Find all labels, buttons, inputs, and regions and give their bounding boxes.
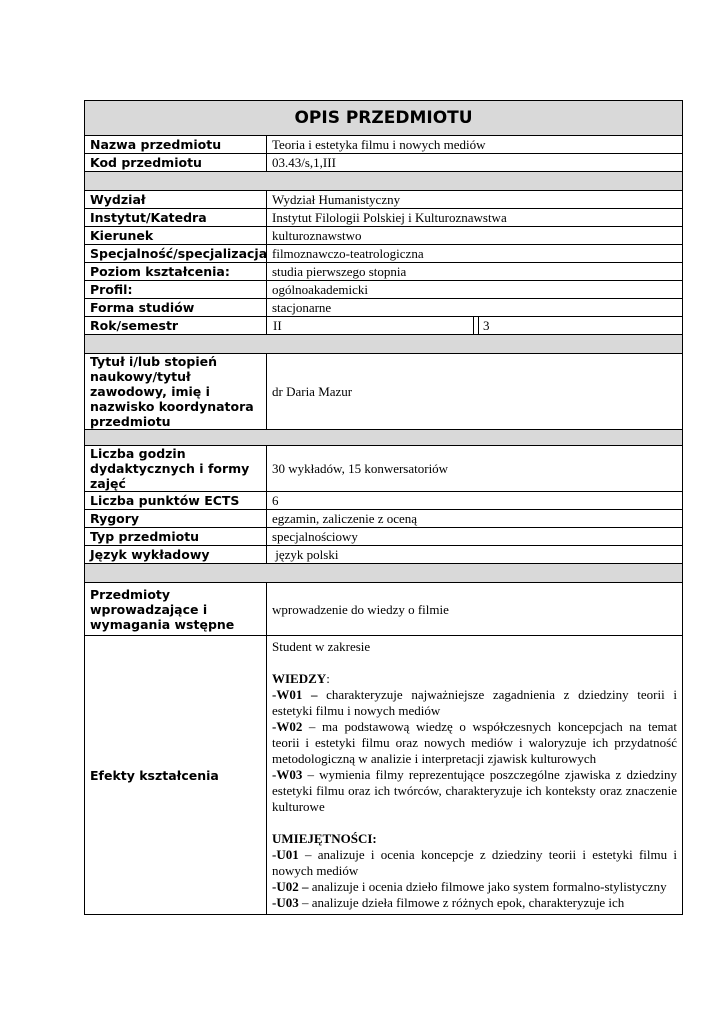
row-label-course-type: Typ przedmiotu: [85, 528, 267, 546]
knowledge-item: -W01 – charakteryzuje najważniejsze zagadnienia z dziedziny teorii i estetyki filmu i nowych mediów: [272, 687, 677, 718]
field-value: kulturoznawstwo: [267, 227, 683, 245]
semester-value: 3: [483, 318, 490, 333]
skills-item: -U01 – analizuje i ocenia koncepcje z dziedziny teorii i estetyki filmu i nowych mediów: [272, 847, 677, 878]
course-name-value: Teoria i estetyka filmu i nowych mediów: [267, 136, 683, 154]
row-label-year-semester: Rok/semestr: [85, 317, 267, 335]
row-label-course-name: Nazwa przedmiotu: [85, 136, 267, 154]
knowledge-heading: WIEDZY:: [272, 671, 330, 686]
knowledge-item: -W02 – ma podstawową wiedzę o współczesnych koncepcjach na temat teorii i estetyki filmu oraz nowych mediów i waloryzuje ich przydatność metodologiczną w analizie i interpretacji zjawisk kulturowych: [272, 719, 677, 766]
separator-row: [85, 564, 683, 583]
course-code-value: 03.43/s,1,III: [267, 154, 683, 172]
coordinator-value: dr Daria Mazur: [267, 354, 683, 430]
specialization-value: filmoznawczo-teatrologiczna: [267, 245, 683, 263]
row-label-profile: Profil:: [85, 281, 267, 299]
row-label-faculty: Wydział: [85, 191, 267, 209]
year-semester-cell: [267, 317, 683, 335]
course-description-document: [84, 100, 682, 915]
cell-divider: [473, 317, 479, 335]
row-label-learning-outcomes: Efekty kształcenia: [85, 636, 267, 915]
row-label-field: Kierunek: [85, 227, 267, 245]
outcomes-intro: Student w zakresie: [272, 639, 371, 654]
course-description-table: [84, 100, 683, 915]
separator-row: [85, 430, 683, 446]
separator-row: [85, 172, 683, 191]
row-label-institute: Instytut/Katedra: [85, 209, 267, 227]
row-label-ects: Liczba punktów ECTS: [85, 492, 267, 510]
skills-heading: UMIEJĘTNOŚCI:: [272, 831, 377, 846]
level-value: studia pierwszego stopnia: [267, 263, 683, 281]
row-label-hours: Liczba godzin dydaktycznych i formy zajęć: [85, 446, 267, 492]
faculty-value: Wydział Humanistyczny: [267, 191, 683, 209]
row-label-prerequisites: Przedmioty wprowadzające i wymagania wstępne: [85, 583, 267, 636]
prerequisites-value: wprowadzenie do wiedzy o filmie: [267, 583, 683, 636]
separator-row: [85, 335, 683, 354]
year-value: II: [273, 318, 282, 333]
language-value: język polski: [267, 546, 683, 564]
row-label-study-form: Forma studiów: [85, 299, 267, 317]
row-label-coordinator: Tytuł i/lub stopień naukowy/tytuł zawodowy, imię i nazwisko koordynatora przedmiotu: [85, 354, 267, 430]
row-label-course-code: Kod przedmiotu: [85, 154, 267, 172]
institute-value: Instytut Filologii Polskiej i Kulturoznawstwa: [267, 209, 683, 227]
document-title: OPIS PRZEDMIOTU: [85, 101, 683, 136]
skills-item: -U02 – analizuje i ocenia dzieło filmowe jako system formalno-stylistyczny: [272, 879, 667, 894]
hours-value: 30 wykładów, 15 konwersatoriów: [267, 446, 683, 492]
skills-item: -U03 – analizuje dzieła filmowe z różnych epok, charakteryzuje ich: [272, 895, 625, 910]
row-label-level: Poziom kształcenia:: [85, 263, 267, 281]
row-label-specialization: Specjalność/specjalizacja: [85, 245, 267, 263]
study-form-value: stacjonarne: [267, 299, 683, 317]
course-type-value: specjalnościowy: [267, 528, 683, 546]
row-label-language: Język wykładowy: [85, 546, 267, 564]
requirements-value: egzamin, zaliczenie z oceną: [267, 510, 683, 528]
learning-outcomes-content: [267, 636, 683, 915]
row-label-requirements: Rygory: [85, 510, 267, 528]
ects-value: 6: [267, 492, 683, 510]
profile-value: ogólnoakademicki: [267, 281, 683, 299]
knowledge-item: -W03 – wymienia filmy reprezentujące poszczególne zjawiska z dziedziny estetyki filmu oraz ich twórców, charakteryzuje ich konteksty oraz znaczenie kulturowe: [272, 767, 677, 814]
